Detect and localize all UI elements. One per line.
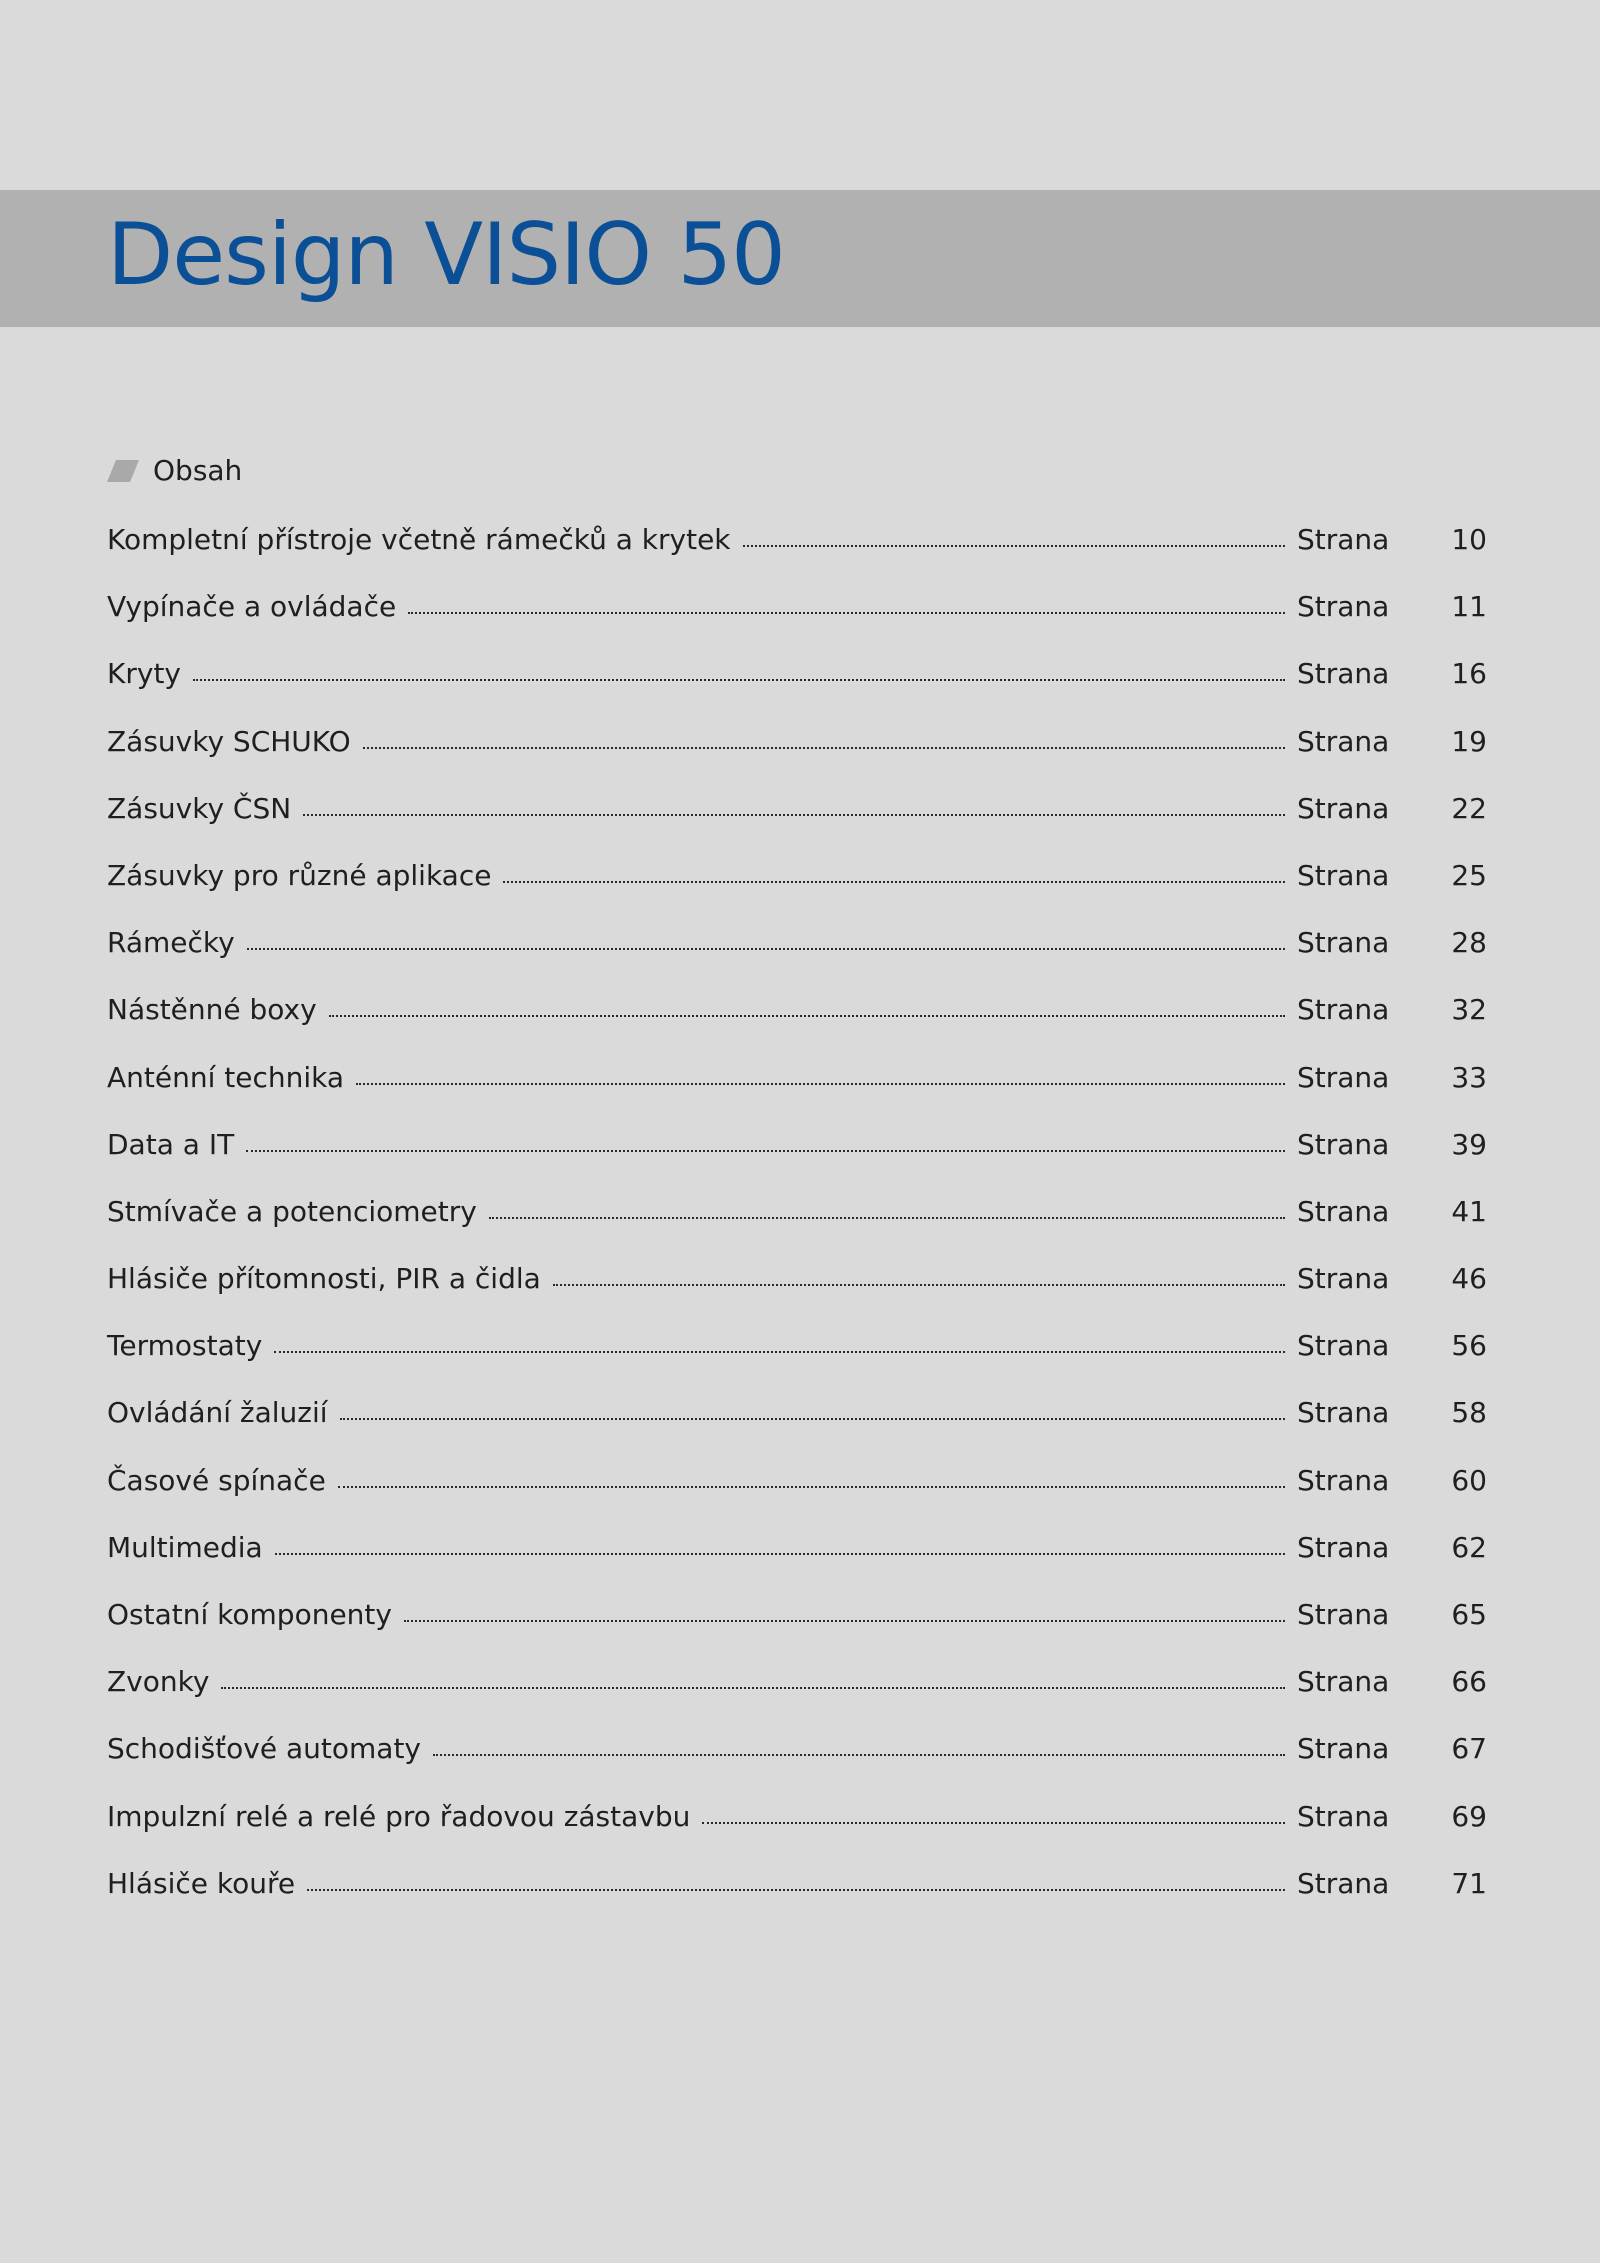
toc-entry[interactable]: [107, 1658, 1487, 1725]
toc-entry-page-label: Strana: [1297, 1732, 1390, 1766]
toc-entry-page-number: 11: [1451, 590, 1487, 624]
toc-entry[interactable]: [107, 852, 1487, 919]
toc-entry-page-number: 32: [1451, 993, 1487, 1027]
toc-entry[interactable]: [107, 650, 1487, 717]
toc-entry-title: Hlásiče kouře: [107, 1866, 296, 1900]
contents-heading-label: Obsah: [153, 454, 243, 487]
dot-leader: [274, 1349, 1285, 1353]
dot-leader: [303, 812, 1285, 816]
toc-entry-title: Zásuvky SCHUKO: [107, 724, 351, 758]
toc-entry[interactable]: [107, 919, 1487, 986]
toc-entry-title: Impulzní relé a relé pro řadovou zástavbu: [107, 1799, 691, 1833]
toc-entry-page-number: 22: [1451, 791, 1487, 825]
dot-leader: [408, 610, 1285, 614]
toc-entry-title: Kryty: [107, 657, 181, 691]
toc-entry-page-number: 16: [1451, 657, 1487, 691]
toc-entry-title: Nástěnné boxy: [107, 993, 317, 1027]
dot-leader: [489, 1215, 1285, 1219]
toc-entry-page-number: 19: [1451, 724, 1487, 758]
toc-entry-page-label: Strana: [1297, 1598, 1390, 1631]
toc-entry-page-number: 69: [1451, 1799, 1487, 1833]
toc-entry-page-label: Strana: [1297, 858, 1390, 892]
toc-entry-title: Anténní technika: [107, 1060, 345, 1094]
toc-entry-title: Vypínače a ovládače: [107, 590, 397, 624]
toc-entry[interactable]: [107, 1255, 1487, 1322]
dot-leader: [702, 1820, 1285, 1824]
toc-entry-page-label: Strana: [1297, 926, 1390, 960]
toc-entry[interactable]: [107, 1591, 1487, 1658]
toc-entry-page-label: Strana: [1297, 1665, 1390, 1699]
toc-entry-title: Multimedia: [107, 1530, 263, 1564]
toc-entry-page-number: 58: [1451, 1396, 1487, 1430]
toc-entry-page-label: Strana: [1297, 1127, 1390, 1161]
dot-leader: [307, 1887, 1285, 1891]
toc-entry-title: Zásuvky ČSN: [107, 791, 292, 825]
toc-entry-title: Rámečky: [107, 926, 235, 960]
dot-leader: [193, 677, 1285, 681]
toc-entry-page-label: Strana: [1297, 657, 1390, 691]
toc-entry-title: Zvonky: [107, 1665, 210, 1699]
toc-entry-page-label: Strana: [1297, 1530, 1390, 1564]
contents-heading: [107, 448, 242, 494]
toc-entry-title: Termostaty: [107, 1329, 263, 1363]
dot-leader: [363, 745, 1285, 749]
toc-entry[interactable]: [107, 1389, 1487, 1456]
toc-entry-page-label: Strana: [1297, 1060, 1390, 1094]
toc-entry-page-number: 25: [1451, 858, 1487, 892]
toc-entry-title: Stmívače a potenciometry: [107, 1194, 477, 1228]
toc-entry[interactable]: [107, 1121, 1487, 1188]
toc-entry[interactable]: [107, 516, 1487, 583]
toc-entry[interactable]: [107, 1188, 1487, 1255]
toc-entry-title: Zásuvky pro různé aplikace: [107, 858, 492, 892]
toc-entry-title: Schodišťové automaty: [107, 1732, 421, 1766]
toc-entry-page-number: 33: [1451, 1060, 1487, 1094]
dot-leader: [340, 1416, 1285, 1420]
toc-entry[interactable]: [107, 1524, 1487, 1591]
toc-entry[interactable]: [107, 1054, 1487, 1121]
toc-entry-title: Časové spínače: [107, 1463, 326, 1497]
parallelogram-bullet-icon: [107, 460, 139, 482]
dot-leader: [503, 879, 1285, 883]
toc-entry-page-number: 71: [1451, 1866, 1487, 1900]
toc-entry-page-label: Strana: [1297, 1194, 1390, 1228]
toc-entry-page-label: Strana: [1297, 791, 1390, 825]
dot-leader: [743, 543, 1285, 547]
dot-leader: [356, 1081, 1285, 1085]
dot-leader: [221, 1685, 1285, 1689]
toc-entry-page-label: Strana: [1297, 1463, 1390, 1497]
toc-entry[interactable]: [107, 1457, 1487, 1524]
toc-entry-page-number: 67: [1451, 1732, 1487, 1766]
toc-entry[interactable]: [107, 1860, 1487, 1927]
page-title: Design VISIO 50: [107, 205, 785, 305]
toc-entry[interactable]: [107, 986, 1487, 1053]
toc-entry-page-number: 56: [1451, 1329, 1487, 1363]
toc-entry-page-label: Strana: [1297, 724, 1390, 758]
toc-entry-page-number: 66: [1451, 1665, 1487, 1699]
dot-leader: [275, 1551, 1285, 1555]
toc-entry[interactable]: [107, 1322, 1487, 1389]
toc-entry-page-label: Strana: [1297, 993, 1390, 1027]
toc-entry[interactable]: [107, 1725, 1487, 1792]
toc-entry-page-label: Strana: [1297, 1262, 1390, 1296]
toc-entry-page-number: 60: [1451, 1463, 1487, 1497]
dot-leader: [433, 1752, 1285, 1756]
table-of-contents: [107, 516, 1487, 1927]
toc-entry-page-label: Strana: [1297, 590, 1390, 624]
toc-entry-page-number: 28: [1451, 926, 1487, 960]
toc-entry-page-number: 65: [1451, 1598, 1487, 1631]
dot-leader: [404, 1618, 1285, 1622]
toc-entry-title: Ovládání žaluzií: [107, 1396, 328, 1430]
dot-leader: [329, 1013, 1285, 1017]
dot-leader: [553, 1282, 1285, 1286]
toc-entry-title: Hlásiče přítomnosti, PIR a čidla: [107, 1262, 541, 1296]
toc-entry-page-label: Strana: [1297, 1396, 1390, 1430]
toc-entry[interactable]: [107, 1793, 1487, 1860]
toc-entry-page-number: 10: [1451, 523, 1487, 556]
dot-leader: [246, 1148, 1285, 1152]
toc-entry[interactable]: [107, 583, 1487, 650]
toc-entry-title: Kompletní přístroje včetně rámečků a krytek: [107, 523, 731, 556]
toc-entry-title: Data a IT: [107, 1127, 235, 1161]
dot-leader: [247, 946, 1285, 950]
toc-entry[interactable]: [107, 785, 1487, 852]
toc-entry[interactable]: [107, 718, 1487, 785]
dot-leader: [338, 1484, 1285, 1488]
toc-entry-page-label: Strana: [1297, 523, 1390, 556]
toc-entry-page-label: Strana: [1297, 1866, 1390, 1900]
toc-entry-page-label: Strana: [1297, 1329, 1390, 1363]
toc-entry-title: Ostatní komponenty: [107, 1598, 392, 1631]
toc-entry-page-number: 62: [1451, 1530, 1487, 1564]
toc-entry-page-label: Strana: [1297, 1799, 1390, 1833]
toc-entry-page-number: 39: [1451, 1127, 1487, 1161]
toc-entry-page-number: 41: [1451, 1194, 1487, 1228]
toc-entry-page-number: 46: [1451, 1262, 1487, 1296]
